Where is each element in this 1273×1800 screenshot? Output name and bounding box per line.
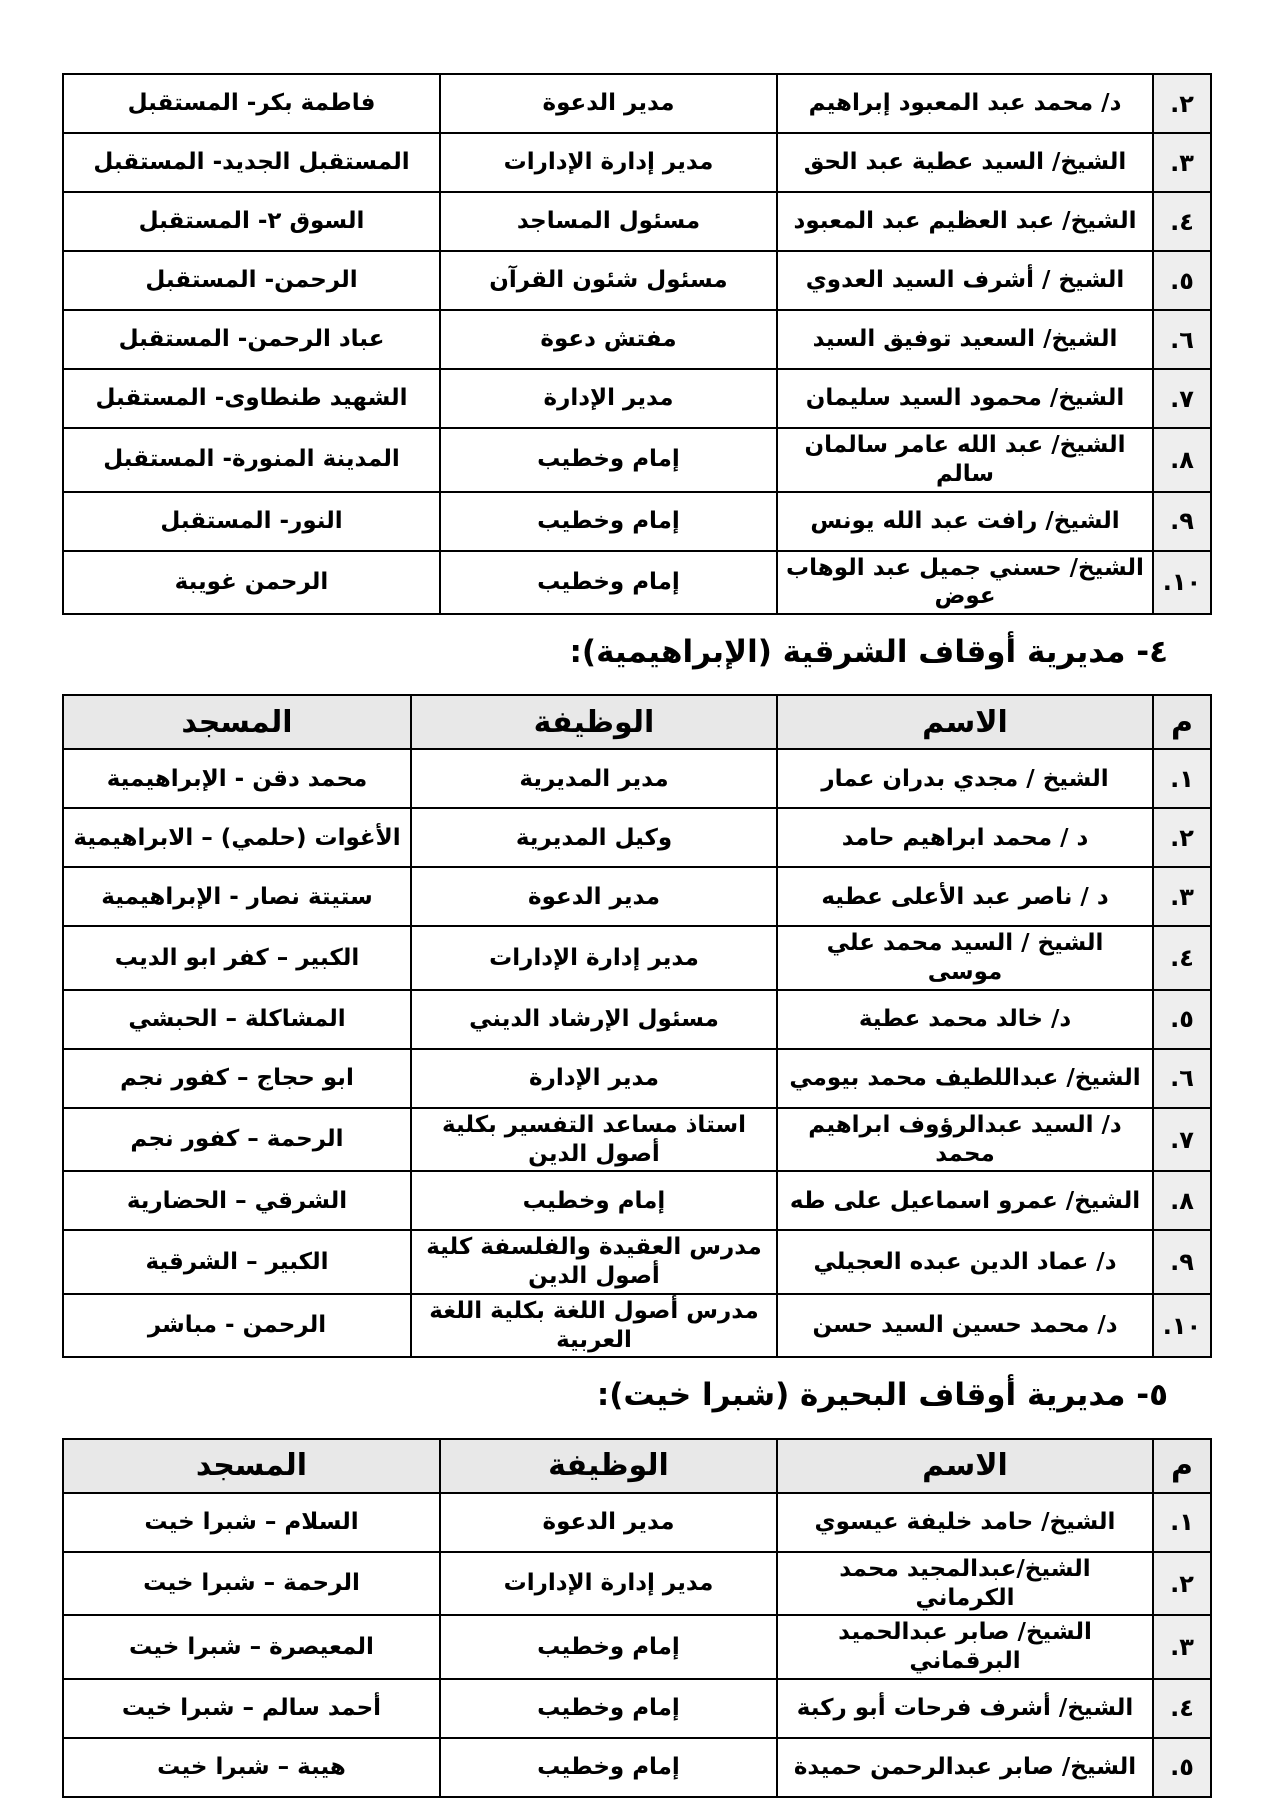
cell-row-number: ١٠. xyxy=(1153,551,1211,615)
column-header-name: الاسم xyxy=(777,1439,1153,1493)
cell-name: الشيخ/ رافت عبد الله يونس xyxy=(777,492,1153,551)
cell-mosque: النور- المستقبل xyxy=(63,492,440,551)
cell-mosque: الرحمة – شبرا خيت xyxy=(63,1552,440,1616)
table-row xyxy=(63,1615,1211,1679)
table-row xyxy=(63,749,1211,808)
cell-row-number: ٧. xyxy=(1153,1108,1211,1172)
cell-job-title: مدير إدارة الإدارات xyxy=(440,133,777,192)
cell-job-title: إمام وخطيب xyxy=(440,1615,777,1679)
cell-job-title: مسئول الإرشاد الديني xyxy=(411,990,777,1049)
cell-mosque: السوق ٢- المستقبل xyxy=(63,192,440,251)
cell-mosque: الرحمن- المستقبل xyxy=(63,251,440,310)
cell-job-title: مدرس العقيدة والفلسفة كلية أصول الدين xyxy=(411,1230,777,1294)
cell-job-title: إمام وخطيب xyxy=(411,1171,777,1230)
cell-name: الشيخ/عبدالمجيد محمد الكرماني xyxy=(777,1552,1153,1616)
table-row xyxy=(63,1049,1211,1108)
cell-name: د/ عماد الدين عبده العجيلي xyxy=(777,1230,1153,1294)
cell-mosque: ستيتة نصار - الإبراهيمية xyxy=(63,867,411,926)
cell-name: د/ محمد حسين السيد حسن xyxy=(777,1294,1153,1358)
cell-name: الشيخ/ أشرف فرحات أبو ركبة xyxy=(777,1679,1153,1738)
cell-mosque: ابو حجاج – كفور نجم xyxy=(63,1049,411,1108)
cell-name: الشيخ/ عبد الله عامر سالمان سالم xyxy=(777,428,1153,492)
cell-row-number: ١. xyxy=(1153,749,1211,808)
table-header-row xyxy=(63,1439,1211,1493)
table-header xyxy=(63,695,1211,749)
cell-name: الشيخ/ محمود السيد سليمان xyxy=(777,369,1153,428)
cell-name: الشيخ/ حسني جميل عبد الوهاب عوض xyxy=(777,551,1153,615)
cell-job-title: مدير المديرية xyxy=(411,749,777,808)
cell-row-number: ٤. xyxy=(1153,926,1211,990)
cell-job-title: مدير الإدارة xyxy=(440,369,777,428)
column-header-job: الوظيفة xyxy=(411,695,777,749)
cell-name: د / ناصر عبد الأعلى عطيه xyxy=(777,867,1153,926)
cell-job-title: إمام وخطيب xyxy=(440,1679,777,1738)
cell-job-title: مدير الدعوة xyxy=(411,867,777,926)
cell-mosque: الرحمن غويبة xyxy=(63,551,440,615)
cell-row-number: ٦. xyxy=(1153,1049,1211,1108)
table-header xyxy=(63,1439,1211,1493)
cell-name: الشيخ / أشرف السيد العدوي xyxy=(777,251,1153,310)
cell-job-title: مدرس أصول اللغة بكلية اللغة العربية xyxy=(411,1294,777,1358)
cell-row-number: ٤. xyxy=(1153,1679,1211,1738)
table-row xyxy=(63,551,1211,615)
cell-job-title: مفتش دعوة xyxy=(440,310,777,369)
column-header-job: الوظيفة xyxy=(440,1439,777,1493)
cell-row-number: ٥. xyxy=(1153,990,1211,1049)
cell-row-number: ٢. xyxy=(1153,1552,1211,1616)
table-row xyxy=(63,74,1211,133)
cell-mosque: عباد الرحمن- المستقبل xyxy=(63,310,440,369)
cell-name: الشيخ / مجدي بدران عمار xyxy=(777,749,1153,808)
cell-name: د/ السيد عبدالرؤوف ابراهيم محمد xyxy=(777,1108,1153,1172)
cell-mosque: المدينة المنورة- المستقبل xyxy=(63,428,440,492)
cell-mosque: الكبير – كفر ابو الديب xyxy=(63,926,411,990)
column-header-number: م xyxy=(1153,1439,1211,1493)
cell-row-number: ٩. xyxy=(1153,492,1211,551)
cell-row-number: ٣. xyxy=(1153,867,1211,926)
cell-row-number: ٢. xyxy=(1153,808,1211,867)
cell-row-number: ٣. xyxy=(1153,133,1211,192)
cell-row-number: ٥. xyxy=(1153,251,1211,310)
cell-mosque: الشرقي – الحضارية xyxy=(63,1171,411,1230)
cell-mosque: هيبة – شبرا خيت xyxy=(63,1738,440,1797)
table-row xyxy=(63,1171,1211,1230)
cell-job-title: إمام وخطيب xyxy=(440,1738,777,1797)
cell-job-title: مسئول شئون القرآن xyxy=(440,251,777,310)
cell-row-number: ١. xyxy=(1153,1493,1211,1552)
table-header-row xyxy=(63,695,1211,749)
cell-job-title: إمام وخطيب xyxy=(440,551,777,615)
cell-name: د/ خالد محمد عطية xyxy=(777,990,1153,1049)
table-row xyxy=(63,133,1211,192)
cell-job-title: إمام وخطيب xyxy=(440,428,777,492)
cell-name: الشيخ/ عمرو اسماعيل على طه xyxy=(777,1171,1153,1230)
column-header-number: م xyxy=(1153,695,1211,749)
cell-row-number: ٣. xyxy=(1153,1615,1211,1679)
cell-row-number: ٥. xyxy=(1153,1738,1211,1797)
cell-job-title: مسئول المساجد xyxy=(440,192,777,251)
cell-mosque: الكبير – الشرقية xyxy=(63,1230,411,1294)
column-header-mosque: المسجد xyxy=(63,1439,440,1493)
cell-mosque: الرحمة – كفور نجم xyxy=(63,1108,411,1172)
cell-name: د / محمد ابراهيم حامد xyxy=(777,808,1153,867)
cell-mosque: المستقبل الجديد- المستقبل xyxy=(63,133,440,192)
table-row xyxy=(63,926,1211,990)
table-row xyxy=(63,428,1211,492)
cell-job-title: مدير إدارة الإدارات xyxy=(440,1552,777,1616)
cell-job-title: مدير الدعوة xyxy=(440,1493,777,1552)
cell-row-number: ٨. xyxy=(1153,428,1211,492)
cell-job-title: مدير الدعوة xyxy=(440,74,777,133)
table-row xyxy=(63,192,1211,251)
table-row xyxy=(63,310,1211,369)
cell-name: الشيخ/ صابر عبدالحميد البرقماني xyxy=(777,1615,1153,1679)
cell-row-number: ٧. xyxy=(1153,369,1211,428)
cell-job-title: مدير إدارة الإدارات xyxy=(411,926,777,990)
cell-mosque: المعيصرة – شبرا خيت xyxy=(63,1615,440,1679)
cell-name: الشيخ/ السعيد توفيق السيد xyxy=(777,310,1153,369)
cell-mosque: المشاكلة – الحبشي xyxy=(63,990,411,1049)
cell-mosque: أحمد سالم – شبرا خيت xyxy=(63,1679,440,1738)
table-row xyxy=(63,492,1211,551)
cell-row-number: ٤. xyxy=(1153,192,1211,251)
cell-mosque: السلام – شبرا خيت xyxy=(63,1493,440,1552)
table-row xyxy=(63,1679,1211,1738)
table-roster-continued xyxy=(62,73,1212,615)
table-row xyxy=(63,1294,1211,1358)
cell-row-number: ١٠. xyxy=(1153,1294,1211,1358)
cell-name: الشيخ/ صابر عبدالرحمن حميدة xyxy=(777,1738,1153,1797)
table-row xyxy=(63,1108,1211,1172)
table-row xyxy=(63,1738,1211,1797)
table-roster-beheira xyxy=(62,1438,1212,1798)
cell-mosque: فاطمة بكر- المستقبل xyxy=(63,74,440,133)
cell-name: الشيخ / السيد محمد علي موسى xyxy=(777,926,1153,990)
cell-job-title: استاذ مساعد التفسير بكلية أصول الدين xyxy=(411,1108,777,1172)
section-title-sharqia-directorate: ٤- مديرية أوقاف الشرقية (الإبراهيمية): xyxy=(569,634,1168,670)
column-header-name: الاسم xyxy=(777,695,1153,749)
cell-mosque: محمد دقن - الإبراهيمية xyxy=(63,749,411,808)
cell-row-number: ٢. xyxy=(1153,74,1211,133)
table-roster-sharqia xyxy=(62,694,1212,1358)
table-row xyxy=(63,867,1211,926)
cell-name: د/ محمد عبد المعبود إبراهيم xyxy=(777,74,1153,133)
table-row xyxy=(63,1493,1211,1552)
cell-row-number: ٦. xyxy=(1153,310,1211,369)
section-title-beheira-directorate: ٥- مديرية أوقاف البحيرة (شبرا خيت): xyxy=(596,1377,1168,1414)
cell-row-number: ٩. xyxy=(1153,1230,1211,1294)
cell-job-title: إمام وخطيب xyxy=(440,492,777,551)
cell-mosque: الرحمن - مباشر xyxy=(63,1294,411,1358)
table-row xyxy=(63,808,1211,867)
table-row xyxy=(63,990,1211,1049)
cell-job-title: مدير الإدارة xyxy=(411,1049,777,1108)
cell-mosque: الشهيد طنطاوى- المستقبل xyxy=(63,369,440,428)
cell-name: الشيخ/ عبداللطيف محمد بيومي xyxy=(777,1049,1153,1108)
cell-name: الشيخ/ عبد العظيم عبد المعبود xyxy=(777,192,1153,251)
cell-name: الشيخ/ السيد عطية عبد الحق xyxy=(777,133,1153,192)
table-row xyxy=(63,251,1211,310)
table-row xyxy=(63,1230,1211,1294)
cell-job-title: وكيل المديرية xyxy=(411,808,777,867)
column-header-mosque: المسجد xyxy=(63,695,411,749)
table-row xyxy=(63,1552,1211,1616)
cell-mosque: الأغوات (حلمي) – الابراهيمية xyxy=(63,808,411,867)
table-row xyxy=(63,369,1211,428)
cell-name: الشيخ/ حامد خليفة عيسوي xyxy=(777,1493,1153,1552)
cell-row-number: ٨. xyxy=(1153,1171,1211,1230)
